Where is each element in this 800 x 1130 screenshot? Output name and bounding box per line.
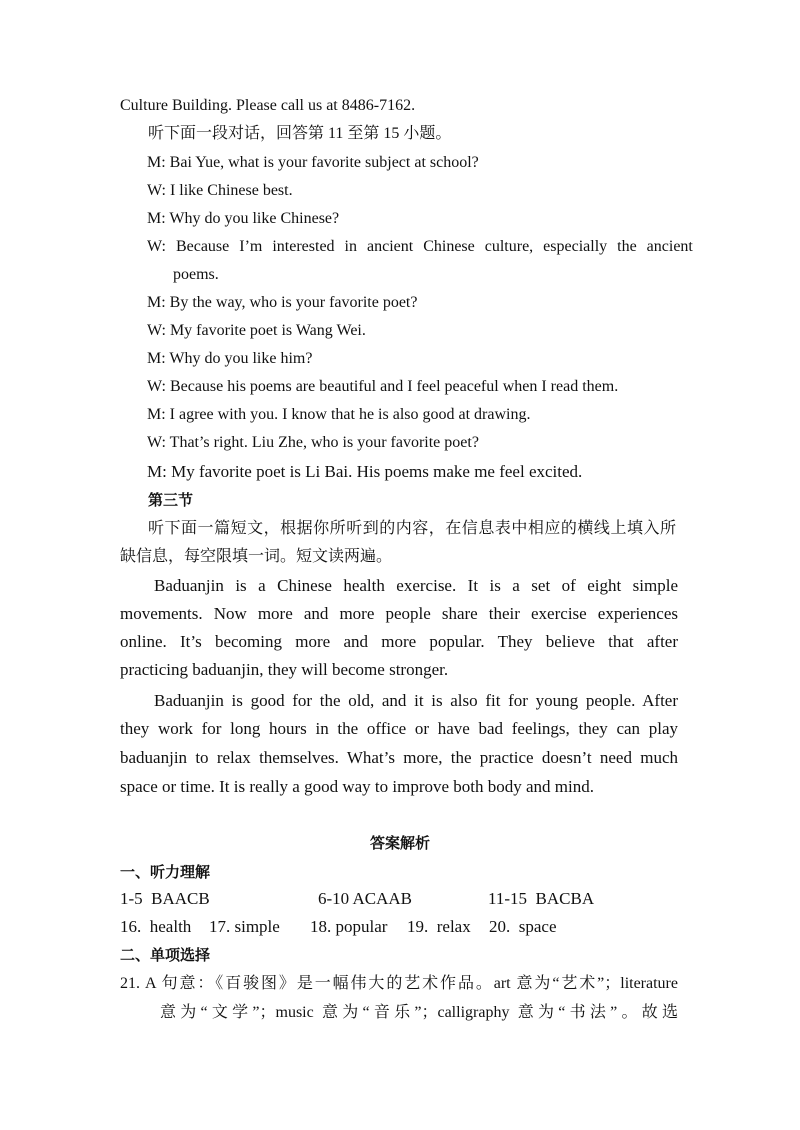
answer-key-item: 16. health: [120, 917, 192, 936]
question-explanation: 21. A 句意：《百骏图》是一幅伟大的艺术作品。art 意为“艺术”；literature: [120, 975, 678, 992]
dialogue-line: M: By the way, who is your favorite poet?: [147, 294, 418, 311]
answer-key-item: 11-15 BACBA: [488, 889, 595, 908]
answer-key-item: 18. popular: [310, 917, 388, 936]
dialogue-line: W: Because I’m interested in ancient Chinese culture, especially the ancient: [147, 238, 693, 255]
question-explanation: 意为“文学”；music 意为“音乐”；calligraphy 意为“书法”。故选: [160, 1004, 678, 1021]
answer-key-item: 17. simple: [209, 917, 280, 936]
passage-instruction: 缺信息，每空限填一词。短文读两遍。: [120, 548, 393, 565]
answer-key-item: 6-10 ACAAB: [318, 889, 412, 908]
dialogue-line: M: Bai Yue, what is your favorite subject at school?: [147, 154, 479, 171]
passage-line: they work for long hours in the office or have bad feelings, they can play: [120, 719, 678, 738]
dialogue-line: W: That’s right. Liu Zhe, who is your favorite poet?: [147, 434, 479, 451]
dialogue-line: M: My favorite poet is Li Bai. His poems make me feel excited.: [147, 462, 583, 481]
part-heading-listening: 一、听力理解: [120, 863, 211, 881]
answer-key-item: 19. relax: [407, 917, 471, 936]
passage-line: Baduanjin is a Chinese health exercise. It is a set of eight simple: [154, 576, 678, 595]
answer-key-item: 20. space: [489, 917, 557, 936]
passage-line: baduanjin to relax themselves. What’s more, the practice doesn’t need much: [120, 748, 678, 767]
part-heading-single-choice: 二、单项选择: [120, 946, 211, 964]
dialogue-line: M: Why do you like Chinese?: [147, 210, 340, 227]
dialogue-line: poems.: [173, 266, 219, 283]
previous-text-end: Culture Building. Please call us at 8486-7162.: [120, 97, 416, 114]
passage-line: online. It’s becoming more and more popular. They believe that after: [120, 632, 678, 651]
passage-line: space or time. It is really a good way to improve both body and mind.: [120, 777, 595, 796]
dialogue-line: M: I agree with you. I know that he is also good at drawing.: [147, 406, 531, 423]
passage-line: practicing baduanjin, they will become stronger.: [120, 660, 449, 679]
dialogue-line: W: My favorite poet is Wang Wei.: [147, 322, 366, 339]
passage-line: Baduanjin is good for the old, and it is also fit for young people. After: [154, 691, 678, 710]
answers-title: 答案解析: [369, 834, 430, 852]
dialogue-line: W: I like Chinese best.: [147, 182, 293, 199]
passage-line: movements. Now more and more people share their exercise experiences: [120, 604, 678, 623]
dialogue-line: W: Because his poems are beautiful and I feel peaceful when I read them.: [147, 378, 619, 395]
section-heading: 第三节: [148, 491, 194, 509]
answer-key-item: 1-5 BAACB: [120, 889, 210, 908]
passage-instruction: 听下面一篇短文，根据你所听到的内容，在信息表中相应的横线上填入所: [148, 520, 676, 537]
dialogue-line: M: Why do you like him?: [147, 350, 313, 367]
dialogue-instruction: 听下面一段对话，回答第 11 至第 15 小题。: [148, 125, 452, 142]
